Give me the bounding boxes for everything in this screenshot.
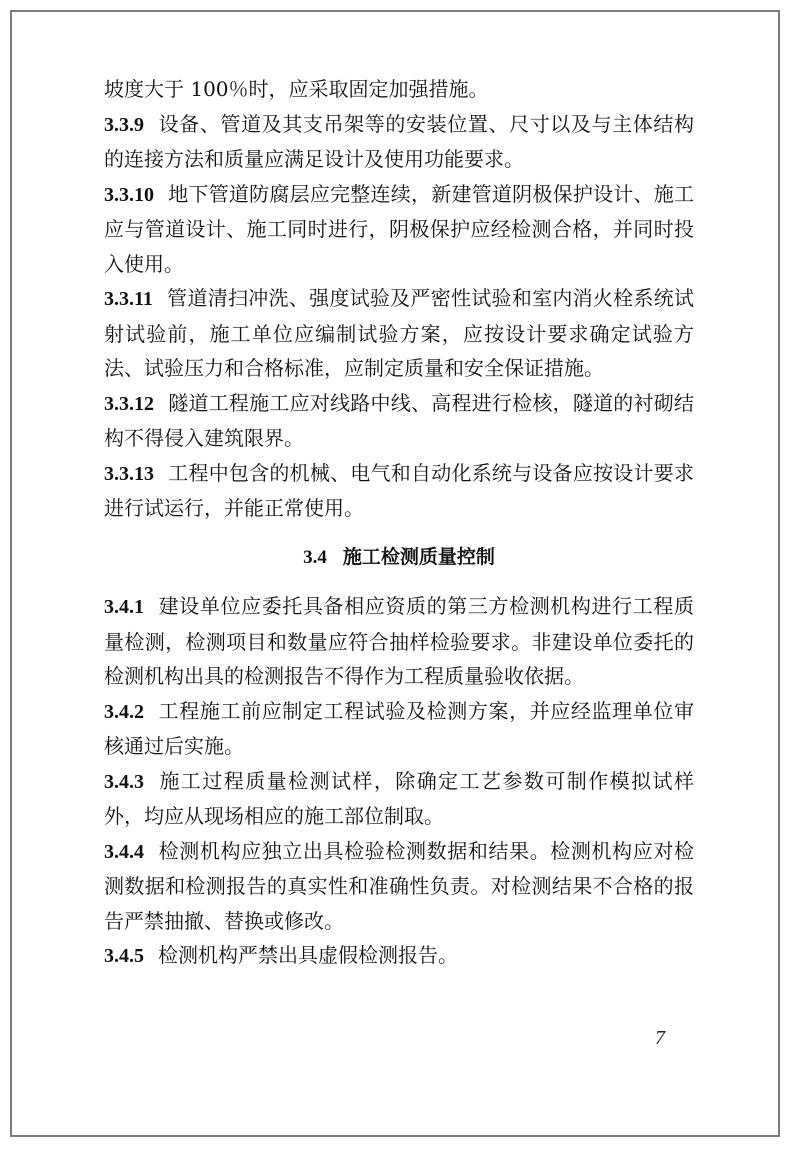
clause-3-4-5 <box>104 938 694 974</box>
clause-text: 设备、管道及其支吊架等的安装位置、尺寸以及与主体结构的连接方法和质量应满足设计及使用功能要求。 <box>104 111 694 171</box>
clause-number: 3.3.10 <box>104 183 154 206</box>
page-number: 7 <box>655 1027 665 1049</box>
section-title: 施工检测质量控制 <box>342 545 495 568</box>
clause-number: 3.4.3 <box>104 770 144 793</box>
clause-number: 3.3.11 <box>104 288 153 310</box>
clause-number: 3.3.9 <box>104 113 144 136</box>
clause-3-4-1 <box>104 589 694 694</box>
document-body <box>104 72 694 974</box>
clause-number: 3.3.12 <box>104 392 154 415</box>
clause-text: 检测机构严禁出具虚假检测报告。 <box>158 943 458 967</box>
clause-3-3-11 <box>104 281 694 386</box>
clause-number: 3.4.2 <box>104 700 144 723</box>
clause-number: 3.4.1 <box>104 596 144 618</box>
clause-3-4-3 <box>104 764 694 834</box>
clause-text: 施工过程质量检测试样，除确定工艺参数可制作模拟试样外，均应从现场相应的施工部位制取。 <box>104 768 694 828</box>
clause-text: 隧道工程施工应对线路中线、高程进行检核，隧道的衬砌结构不得侵入建筑限界。 <box>104 390 694 450</box>
section-number: 3.4 <box>303 546 327 568</box>
clause-text: 管道清扫冲洗、强度试验及严密性试验和室内消火栓系统试射试验前，施工单位应编制试验方案，应按设计要求确定试验方法、试验压力和合格标准，应制定质量和安全保证措施。 <box>104 286 694 380</box>
clause-text: 地下管道防腐层应完整连续，新建管道阴极保护设计、施工应与管道设计、施工同时进行，阴极保护应经检测合格，并同时投入使用。 <box>104 181 694 276</box>
clause-number: 3.3.13 <box>104 462 154 485</box>
clause-text: 检测机构应独立出具检验检测数据和结果。检测机构应对检测数据和检测报告的真实性和准确性负责。对检测结果不合格的报告严禁抽撤、替换或修改。 <box>104 838 694 933</box>
clause-3-3-12 <box>104 386 694 456</box>
clause-3-3-9 <box>104 107 694 177</box>
continued-paragraph: 坡度大于 100％时，应采取固定加强措施。 <box>104 77 489 101</box>
clause-number: 3.4.4 <box>104 840 144 863</box>
clause-3-4-4 <box>104 834 694 939</box>
clause-3-4-2 <box>104 694 694 764</box>
clause-text: 工程施工前应制定工程试验及检测方案，并应经监理单位审核通过后实施。 <box>104 698 694 758</box>
clause-3-3-13 <box>104 456 694 526</box>
clause-number: 3.4.5 <box>104 945 144 967</box>
clause-text: 建设单位应委托具备相应资质的第三方检测机构进行工程质量检测，检测项目和数量应符合抽样检验要求。非建设单位委托的检测机构出具的检测报告不得作为工程质量验收依据。 <box>104 594 694 688</box>
clause-3-3-10 <box>104 177 694 282</box>
clause-text: 工程中包含的机械、电气和自动化系统与设备应按设计要求进行试运行，并能正常使用。 <box>104 460 694 520</box>
section-heading <box>104 540 694 576</box>
